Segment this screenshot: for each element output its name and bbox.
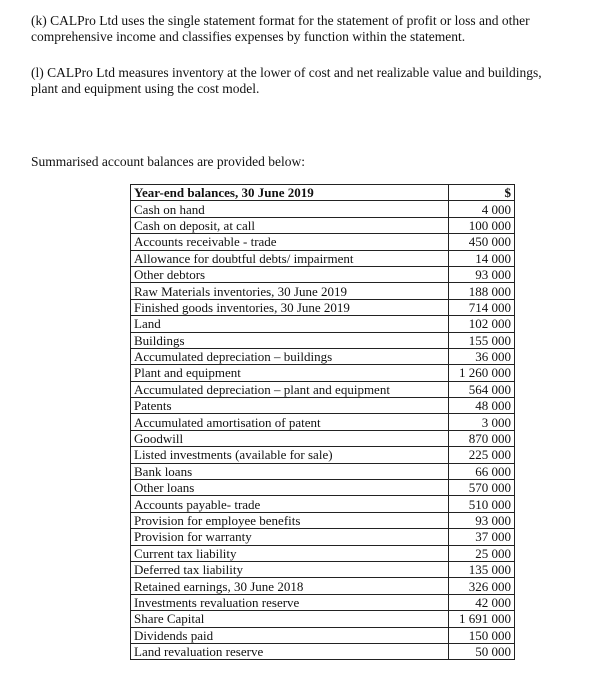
header-amount: $: [449, 185, 515, 201]
account-amount: 570 000: [449, 480, 515, 496]
note-k: (k) CALPro Ltd uses the single statement format for the statement of profit or loss and other comprehensive income and classifies expenses by function within the statement.: [31, 13, 530, 44]
table-row: [131, 283, 515, 299]
account-amount: 102 000: [449, 316, 515, 332]
table-header-row: [131, 185, 515, 201]
table-row: [131, 201, 515, 217]
account-amount: 37 000: [449, 529, 515, 545]
account-name: Listed investments (available for sale): [131, 447, 449, 463]
account-name: Accumulated depreciation – plant and equipment: [131, 381, 449, 397]
table-row: [131, 529, 515, 545]
account-name: Cash on deposit, at call: [131, 217, 449, 233]
account-name: Accounts receivable - trade: [131, 234, 449, 250]
account-name: Accounts payable- trade: [131, 496, 449, 512]
table-row: [131, 578, 515, 594]
account-amount: 870 000: [449, 430, 515, 446]
account-name: Allowance for doubtful debts/ impairment: [131, 250, 449, 266]
account-amount: 326 000: [449, 578, 515, 594]
account-amount: 1 260 000: [449, 365, 515, 381]
table-row: [131, 627, 515, 643]
table-row: [131, 234, 515, 250]
account-name: Dividends paid: [131, 627, 449, 643]
account-amount: 100 000: [449, 217, 515, 233]
table-row: [131, 643, 515, 659]
table-row: [131, 299, 515, 315]
account-amount: 50 000: [449, 643, 515, 659]
table-row: [131, 365, 515, 381]
account-name: Buildings: [131, 332, 449, 348]
account-amount: 93 000: [449, 512, 515, 528]
note-l: (l) CALPro Ltd measures inventory at the lower of cost and net realizable value and buildings, plant and equipment using the cost model.: [31, 65, 542, 96]
table-row: [131, 316, 515, 332]
account-amount: 450 000: [449, 234, 515, 250]
account-amount: 564 000: [449, 381, 515, 397]
account-amount: 14 000: [449, 250, 515, 266]
account-amount: 42 000: [449, 594, 515, 610]
table-row: [131, 496, 515, 512]
account-amount: 25 000: [449, 545, 515, 561]
account-name: Patents: [131, 398, 449, 414]
account-amount: 155 000: [449, 332, 515, 348]
account-name: Finished goods inventories, 30 June 2019: [131, 299, 449, 315]
table-row: [131, 398, 515, 414]
account-name: Other debtors: [131, 266, 449, 282]
account-amount: 36 000: [449, 348, 515, 364]
header-label: Year-end balances, 30 June 2019: [131, 185, 449, 201]
account-amount: 714 000: [449, 299, 515, 315]
account-amount: 48 000: [449, 398, 515, 414]
account-amount: 3 000: [449, 414, 515, 430]
account-name: Investments revaluation reserve: [131, 594, 449, 610]
account-name: Accumulated depreciation – buildings: [131, 348, 449, 364]
account-name: Plant and equipment: [131, 365, 449, 381]
table-row: [131, 611, 515, 627]
account-name: Land revaluation reserve: [131, 643, 449, 659]
table-row: [131, 561, 515, 577]
account-name: Other loans: [131, 480, 449, 496]
account-name: Goodwill: [131, 430, 449, 446]
table-row: [131, 594, 515, 610]
account-name: Retained earnings, 30 June 2018: [131, 578, 449, 594]
table-intro: Summarised account balances are provided below:: [31, 154, 306, 169]
account-name: Share Capital: [131, 611, 449, 627]
account-amount: 93 000: [449, 266, 515, 282]
account-name: Land: [131, 316, 449, 332]
table-row: [131, 430, 515, 446]
account-amount: 66 000: [449, 463, 515, 479]
table-row: [131, 414, 515, 430]
account-amount: 150 000: [449, 627, 515, 643]
account-name: Deferred tax liability: [131, 561, 449, 577]
account-amount: 1 691 000: [449, 611, 515, 627]
account-name: Accumulated amortisation of patent: [131, 414, 449, 430]
table-row: [131, 348, 515, 364]
table-row: [131, 266, 515, 282]
account-amount: 510 000: [449, 496, 515, 512]
table-row: [131, 480, 515, 496]
table-row: [131, 381, 515, 397]
account-name: Raw Materials inventories, 30 June 2019: [131, 283, 449, 299]
account-amount: 225 000: [449, 447, 515, 463]
account-name: Provision for employee benefits: [131, 512, 449, 528]
account-name: Current tax liability: [131, 545, 449, 561]
account-name: Provision for warranty: [131, 529, 449, 545]
account-name: Bank loans: [131, 463, 449, 479]
table-row: [131, 447, 515, 463]
account-balances-table: [130, 184, 515, 660]
table-row: [131, 250, 515, 266]
table-row: [131, 217, 515, 233]
table-row: [131, 512, 515, 528]
table-row: [131, 332, 515, 348]
account-amount: 135 000: [449, 561, 515, 577]
table-row: [131, 463, 515, 479]
account-name: Cash on hand: [131, 201, 449, 217]
account-amount: 188 000: [449, 283, 515, 299]
table-row: [131, 545, 515, 561]
account-amount: 4 000: [449, 201, 515, 217]
